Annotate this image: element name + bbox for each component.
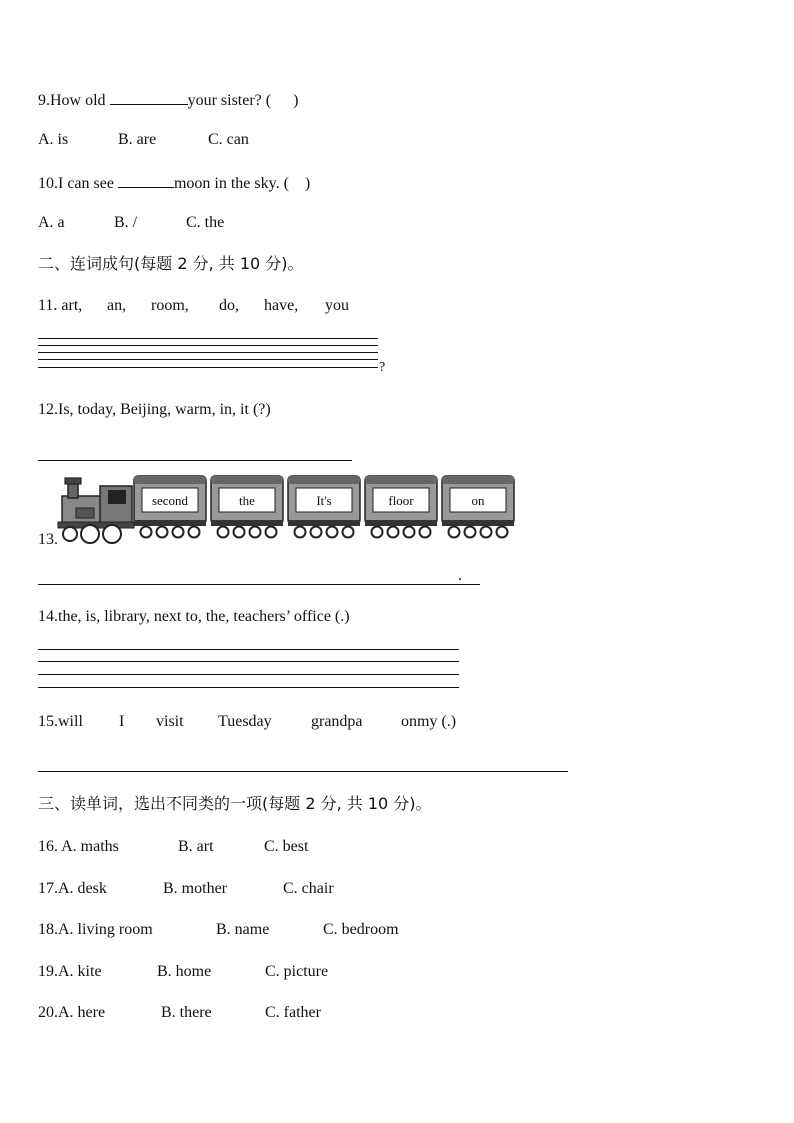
q11-word: have, <box>264 297 299 314</box>
q16-option-c[interactable]: C. best <box>264 838 309 855</box>
q11-word: 11. art, <box>38 297 83 314</box>
q11-end-mark: ? <box>379 360 386 375</box>
train-image <box>56 472 520 546</box>
q10-paren-close: ) <box>304 175 311 192</box>
q11-word: an, <box>107 297 127 314</box>
train-car <box>442 476 514 538</box>
q9-options <box>38 130 249 150</box>
q17-option-c[interactable]: C. chair <box>283 880 334 897</box>
train-car <box>134 476 206 538</box>
q15-answer-line[interactable] <box>38 771 568 772</box>
train-car-label: It's <box>316 493 332 508</box>
q20-option-c[interactable]: C. father <box>265 1004 321 1021</box>
q10-options <box>38 213 224 233</box>
q15-word: 15.will <box>38 713 83 730</box>
q10-option-b[interactable]: B. / <box>114 214 138 231</box>
q11-answer-line[interactable] <box>38 352 378 353</box>
locomotive-icon <box>58 478 134 543</box>
q10-option-a[interactable]: A. a <box>38 214 65 231</box>
q15-word: onmy (.) <box>401 713 457 730</box>
q18-option-a[interactable]: 18.A. living room <box>38 921 153 938</box>
q17-option-a[interactable]: 17.A. desk <box>38 880 107 897</box>
q9-option-a[interactable]: A. is <box>38 131 69 148</box>
question-9 <box>38 88 298 111</box>
train-car-label: the <box>239 493 255 508</box>
q16-options <box>38 837 308 857</box>
q11-answer-line[interactable] <box>38 338 378 339</box>
q15-words <box>38 712 456 732</box>
q10-text-before: 10.I can see <box>38 175 114 192</box>
section-3-title: 三、读单词，选出不同类的一项(每题 2 分, 共 10 分)。 <box>38 794 432 813</box>
q11-word: room, <box>151 297 189 314</box>
q10-text-after: moon in the sky. ( <box>173 175 289 192</box>
q9-answer-blank[interactable] <box>110 88 188 105</box>
q20-options <box>38 1003 321 1023</box>
train-car <box>365 476 437 538</box>
q16-option-b[interactable]: B. art <box>178 838 214 855</box>
q9-option-b[interactable]: B. are <box>118 131 157 148</box>
q9-paren-close: ) <box>293 92 299 109</box>
q14-answer-line[interactable] <box>38 687 459 688</box>
train-car <box>211 476 283 538</box>
q13-end-mark: . <box>458 567 462 584</box>
q11-answer-line[interactable] <box>38 359 378 360</box>
q18-option-b[interactable]: B. name <box>216 921 270 938</box>
q11-word: do, <box>219 297 239 314</box>
q17-options <box>38 879 334 899</box>
question-14: 14.the, is, library, next to, the, teachers’ office (.) <box>38 608 350 625</box>
q14-answer-line[interactable] <box>38 674 459 675</box>
q15-word: Tuesday <box>218 713 272 730</box>
q13-answer-line[interactable] <box>38 584 480 585</box>
q14-answer-line[interactable] <box>38 661 459 662</box>
train-car-label: on <box>471 493 485 508</box>
q20-option-a[interactable]: 20.A. here <box>38 1004 106 1021</box>
q15-word: I <box>119 713 125 730</box>
train-car-label: floor <box>388 493 414 508</box>
q14-answer-line[interactable] <box>38 649 459 650</box>
q15-word: visit <box>156 713 184 730</box>
q10-answer-blank[interactable] <box>118 171 174 188</box>
q12-answer-line[interactable] <box>38 460 352 461</box>
q18-option-c[interactable]: C. bedroom <box>323 921 399 938</box>
q15-word: grandpa <box>311 713 363 730</box>
question-10 <box>38 171 310 194</box>
q9-text-after: your sister? ( <box>187 92 272 109</box>
train-car <box>288 476 360 538</box>
q13-number: 13. <box>38 531 58 548</box>
q18-options <box>38 920 399 940</box>
q11-answer-line[interactable] <box>38 345 378 346</box>
q19-options <box>38 962 328 982</box>
q19-option-c[interactable]: C. picture <box>265 963 329 980</box>
question-12: 12.Is, today, Beijing, warm, in, it (?) <box>38 401 271 418</box>
q10-option-c[interactable]: C. the <box>186 214 225 231</box>
q16-option-a[interactable]: 16. A. maths <box>38 838 119 855</box>
q11-words <box>38 296 349 316</box>
q9-text-before: 9.How old <box>38 92 106 109</box>
q17-option-b[interactable]: B. mother <box>163 880 227 897</box>
q9-option-c[interactable]: C. can <box>208 131 249 148</box>
q11-word: you <box>325 297 349 314</box>
q20-option-b[interactable]: B. there <box>161 1004 212 1021</box>
q19-option-b[interactable]: B. home <box>157 963 212 980</box>
q11-answer-line[interactable] <box>38 367 378 368</box>
q19-option-a[interactable]: 19.A. kite <box>38 963 102 980</box>
train-car-label: second <box>151 493 189 508</box>
section-2-title: 二、连词成句(每题 2 分, 共 10 分)。 <box>38 254 304 273</box>
